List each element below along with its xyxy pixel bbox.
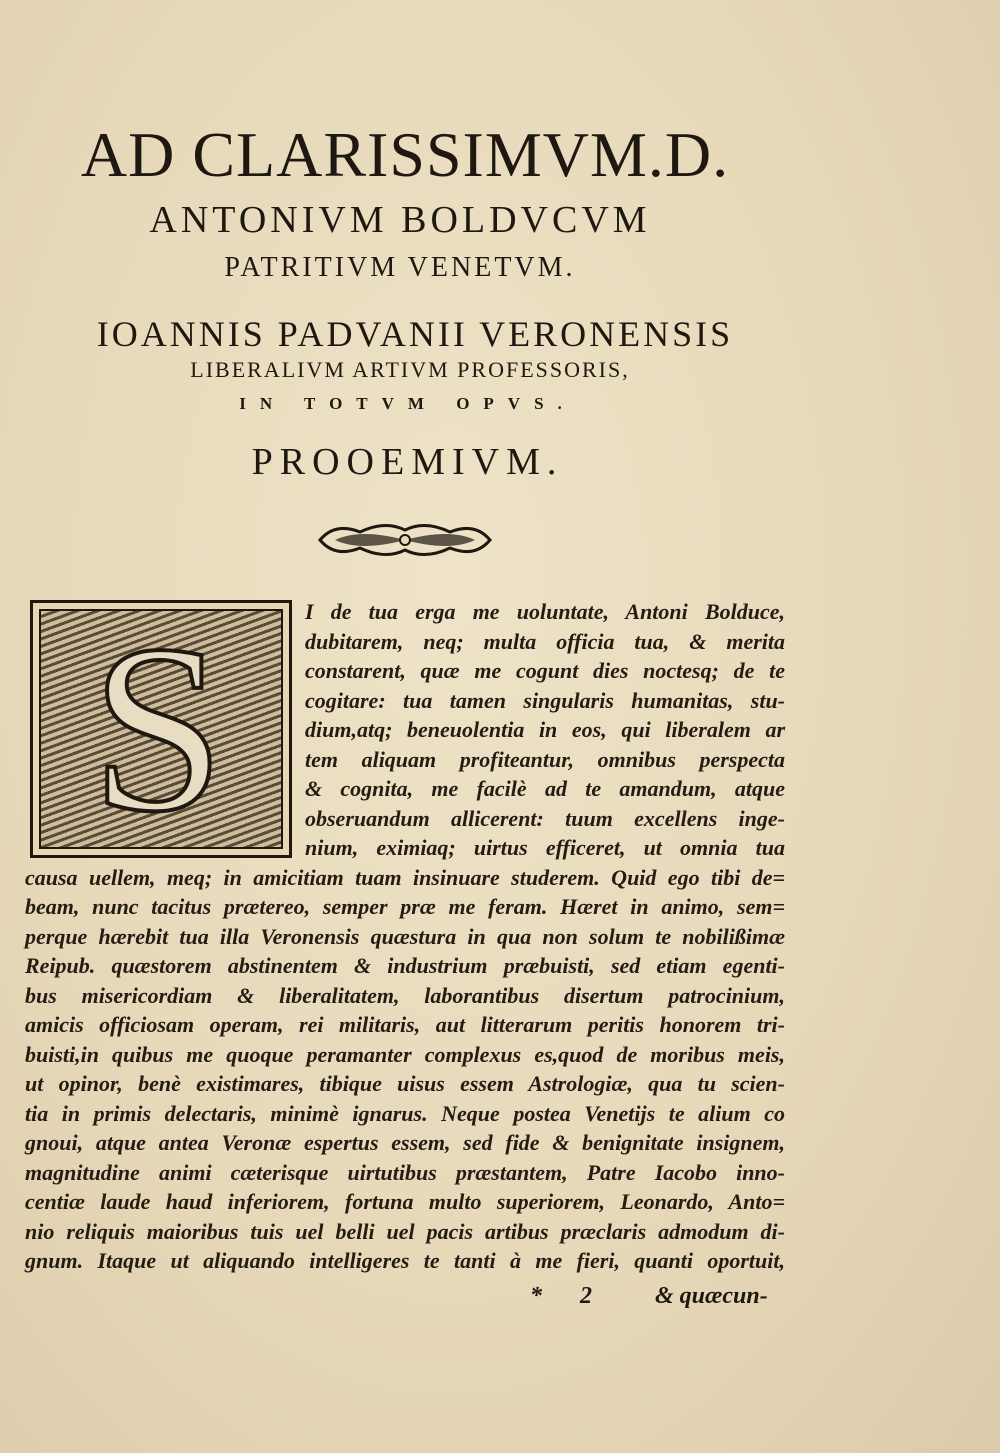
text-line: centiæ laude haud inferiorem, fortuna multo superiorem, Leonardo, Anto=: [25, 1189, 785, 1214]
text-line: amicis officiosam operam, rei militaris, aut litterarum peritis honorem tri-: [25, 1012, 785, 1037]
title-line-5: LIBERALIVM ARTIVM PROFESSORIS,: [190, 357, 630, 382]
text-line: Reipub. quæstorem abstinentem & industrium præbuisti, sed etiam egenti-: [25, 953, 785, 978]
text-line: gnum. Itaque ut aliquando intelligeres te tanti à me fieri, quanti oportuit,: [25, 1248, 785, 1273]
text-line: tem aliquam profiteantur, omnibus perspecta: [305, 746, 785, 772]
signature-mark: *: [530, 1283, 542, 1309]
text-line: tia in primis delectaris, minimè ignarus. Neque postea Venetijs te alium co: [25, 1100, 785, 1126]
text-line: dium,atq; beneuolentia in eos, qui liberalem ar: [305, 717, 785, 742]
text-line: ut opinor, benè existimares, tibique uisus essem Astrologiæ, qua tu scien-: [25, 1071, 785, 1096]
text-line: buisti,in quibus me quoque peramanter complexus es,quod de moribus meis,: [25, 1041, 785, 1067]
text-line: obseruandum allicerent: tuum excellens inge-: [305, 805, 785, 831]
section-title: PROOEMIVM.: [251, 441, 564, 483]
text-line: bus misericordiam & liberalitatem, laborantibus disertum patrocinium,: [25, 982, 785, 1008]
text-line: constarent, quæ me cogunt dies noctesq; de te: [305, 658, 785, 683]
title-line-1: AD CLARISSIMVM.D.: [80, 119, 730, 190]
title-line-3: PATRITIVM VENETVM.: [224, 252, 576, 283]
text-line: magnitudine animi cæterisque uirtutibus præstantem, Patre Iacobo inno-: [25, 1159, 785, 1185]
drop-cap-letter: S: [91, 600, 225, 858]
text-line: dubitarem, neq; multa officia tua, & merita: [305, 628, 785, 654]
text-line: cogitare: tua tamen singularis humanitas, stu-: [305, 687, 785, 713]
text-line: causa uellem, meq; in amicitiam tuam insinuare studerem. Quid ego tibi de=: [25, 864, 785, 890]
title-line-2: ANTONIVM BOLDVCVM: [149, 199, 651, 241]
text-line: beam, nunc tacitus prætereo, semper præ me feram. Hæret in animo, sem=: [25, 894, 785, 919]
title-line-4: IOANNIS PADVANII VERONENSIS: [96, 314, 734, 354]
text-line: nium, eximiaq; uirtus efficeret, ut omnia tua: [305, 835, 785, 860]
text-line: perque hærebit tua illa Veronensis quæstura in qua non solum te nobilißimæ: [25, 923, 785, 949]
title-line-6: IN TOTVM OPVS.: [239, 394, 576, 413]
text-line: I de tua erga me uoluntate, Antoni Bolduce,: [305, 599, 785, 624]
signature-number: 2: [580, 1283, 592, 1309]
ornament-fleuron-icon: [315, 518, 495, 562]
text-line: nio reliquis maioribus tuis uel belli uel pacis artibus præclaris admodum di-: [25, 1218, 785, 1244]
catchword: & quæcun-: [655, 1283, 768, 1309]
text-line: & cognita, me facilè ad te amandum, atque: [305, 776, 785, 801]
woodcut-drop-cap: [30, 600, 292, 858]
text-line: gnoui, atque antea Veronæ espertus essem, sed fide & benignitate insignem,: [25, 1130, 785, 1155]
